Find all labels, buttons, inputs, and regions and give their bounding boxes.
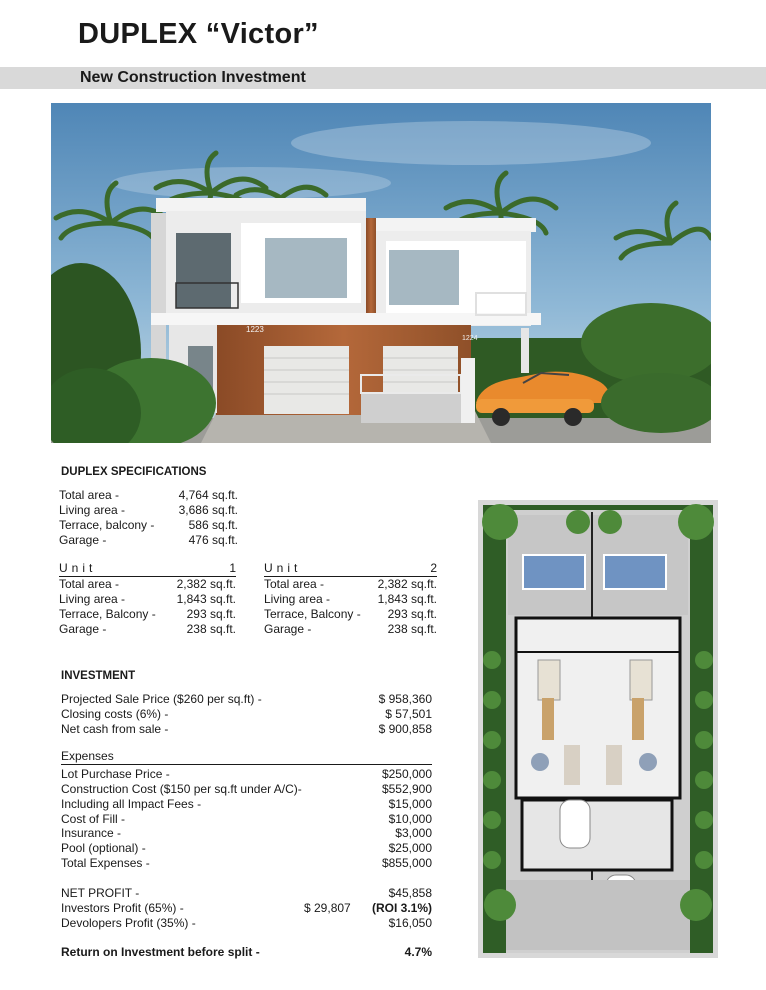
expense-label: Total Expenses - [61,856,150,870]
spec-value: 293 sq.ft. [387,607,437,621]
spec-label: Garage - [264,622,312,636]
address-number-left: 1223 [246,325,264,334]
spec-value: 1,843 sq.ft. [377,592,437,606]
investment-value: $ 900,858 [378,722,432,736]
spec-row [59,488,238,503]
spec-label: Total area - [264,577,325,591]
expense-value: $3,000 [395,826,432,840]
expense-row [61,841,432,856]
roi-before-split-label: Return on Investment before split - [61,945,260,959]
spec-row [59,518,238,533]
expense-value: $552,900 [381,782,432,796]
unit-heading-label: Unit [264,561,302,575]
spec-row [59,577,236,592]
net-profit-label: NET PROFIT - [61,886,140,900]
spec-row [59,592,236,607]
developers-profit-label: Devolopers Profit (35%) - [61,916,196,930]
spec-row [59,607,236,622]
developers-profit-value: $16,050 [388,916,432,930]
spec-value: 3,686 sq.ft. [178,503,238,517]
spec-row [59,622,236,637]
spec-row [264,622,437,637]
spec-label: Total area - [59,577,120,591]
spec-value: 586 sq.ft. [188,518,238,532]
roi-before-split-row [61,945,432,960]
spec-row [264,577,437,592]
unit-heading [59,561,236,577]
spec-row [59,533,238,548]
net-profit-value: $45,858 [388,886,432,900]
spec-row [264,607,437,622]
spec-label: Total area - [59,488,120,502]
investors-profit-row [61,901,432,916]
roi-before-split-value: 4.7% [404,945,432,959]
investment-value: $ 57,501 [385,707,432,721]
investment-label: Net cash from sale - [61,722,169,736]
spec-label: Garage - [59,533,107,547]
expense-row [61,797,432,812]
site-floor-plan [478,500,718,958]
investment-value: $ 958,360 [378,692,432,706]
spec-value: 238 sq.ft. [186,622,236,636]
expense-label: Pool (optional) - [61,841,146,855]
spec-value: 476 sq.ft. [188,533,238,547]
net-profit-row [61,886,432,901]
page-title: DUPLEX “Victor” [78,18,319,50]
spec-label: Garage - [59,622,107,636]
specs-heading: DUPLEX SPECIFICATIONS [61,466,207,478]
investment-label: Closing costs (6%) - [61,707,169,721]
spec-label: Terrace, balcony - [59,518,155,532]
expense-label: Insurance - [61,826,122,840]
address-number-right: 1224 [462,335,478,342]
spec-label: Terrace, Balcony - [264,607,361,621]
expense-value: $15,000 [388,797,432,811]
expense-value: $855,000 [381,856,432,870]
investment-heading: INVESTMENT [61,670,136,682]
spec-value: 4,764 sq.ft. [178,488,238,502]
spec-label: Living area - [59,592,126,606]
investment-row [61,692,432,707]
spec-value: 293 sq.ft. [186,607,236,621]
investors-profit-roi: (ROI 3.1%) [371,901,432,915]
spec-value: 2,382 sq.ft. [176,577,236,591]
investment-label: Projected Sale Price ($260 per sq.ft) - [61,692,262,706]
expense-row [61,856,432,871]
expense-label: Including all Impact Fees - [61,797,202,811]
spec-row [59,503,238,518]
spec-value: 238 sq.ft. [387,622,437,636]
expense-row [61,767,432,782]
expense-label: Cost of Fill - [61,812,126,826]
duplex-rendering [51,103,711,443]
developers-profit-row [61,916,432,931]
investors-profit-label: Investors Profit (65%) - [61,901,184,915]
expense-row [61,782,432,797]
expense-row [61,812,432,827]
investment-row [61,722,432,737]
expense-value: $10,000 [388,812,432,826]
spec-value: 1,843 sq.ft. [176,592,236,606]
unit-heading-number: 2 [430,561,437,575]
investors-profit-amount: $ 29,807 [304,901,351,915]
expense-value: $25,000 [388,841,432,855]
spec-label: Living area - [264,592,331,606]
expense-row [61,826,432,841]
expense-value: $250,000 [381,767,432,781]
spec-label: Living area - [59,503,126,517]
unit-heading-label: Unit [59,561,97,575]
unit-heading [264,561,437,577]
spec-row [264,592,437,607]
investment-row [61,707,432,722]
spec-label: Terrace, Balcony - [59,607,156,621]
spec-value: 2,382 sq.ft. [377,577,437,591]
expense-label: Lot Purchase Price - [61,767,170,781]
page-subtitle: New Construction Investment [80,69,306,86]
expenses-heading: Expenses [61,749,432,765]
unit-heading-number: 1 [229,561,236,575]
expense-label: Construction Cost ($150 per sq.ft under A/C)- [61,782,302,796]
